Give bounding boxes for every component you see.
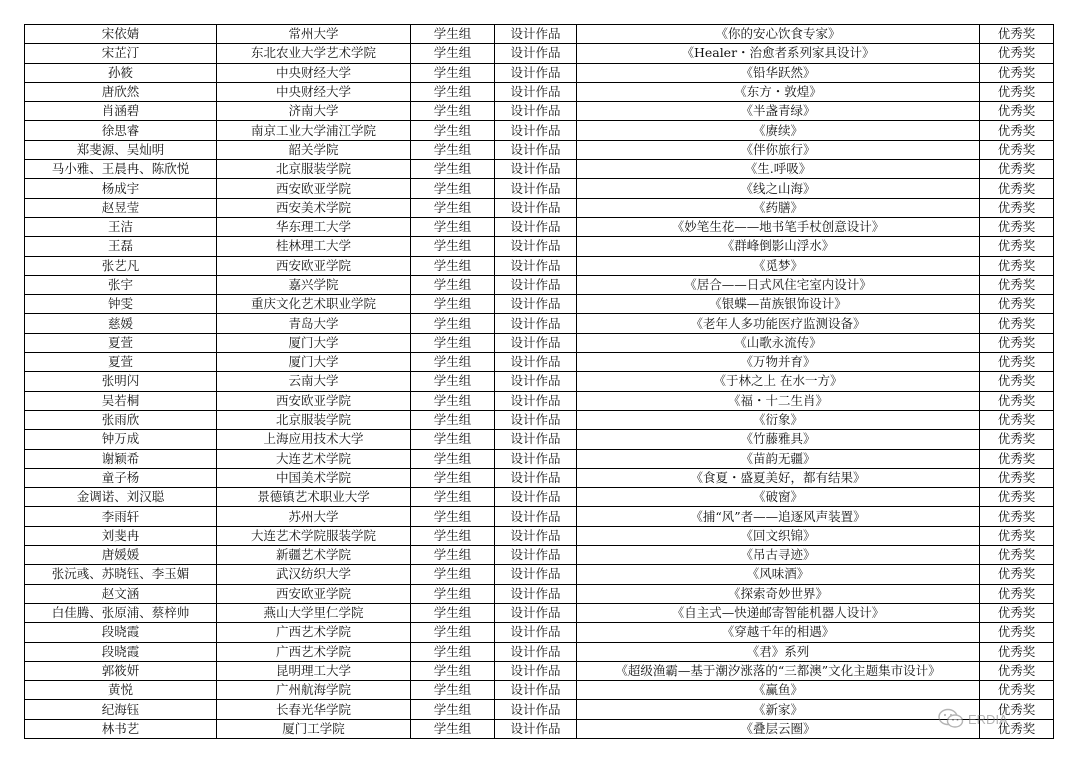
winner-name-cell: 夏萱 <box>25 333 217 352</box>
work-title-cell: 《赢鱼》 <box>577 681 980 700</box>
table-row <box>25 681 1054 700</box>
award-cell: 优秀奖 <box>980 102 1054 121</box>
winner-name-cell: 段晓霞 <box>25 623 217 642</box>
work-title-cell: 《苗韵无疆》 <box>577 449 980 468</box>
winner-name-cell: 林书艺 <box>25 719 217 738</box>
table-row <box>25 468 1054 487</box>
group-cell: 学生组 <box>411 372 495 391</box>
award-cell: 优秀奖 <box>980 507 1054 526</box>
category-cell: 设计作品 <box>495 661 577 680</box>
table-row <box>25 584 1054 603</box>
category-cell: 设计作品 <box>495 410 577 429</box>
category-cell: 设计作品 <box>495 719 577 738</box>
work-title-cell: 《老年人多功能医疗监测设备》 <box>577 314 980 333</box>
table-row <box>25 410 1054 429</box>
winner-name-cell: 孙筱 <box>25 63 217 82</box>
work-title-cell: 《Healer・治愈者系列家具设计》 <box>577 44 980 63</box>
school-cell: 常州大学 <box>217 25 411 44</box>
category-cell: 设计作品 <box>495 179 577 198</box>
winner-name-cell: 赵昱莹 <box>25 198 217 217</box>
work-title-cell: 《觅梦》 <box>577 256 980 275</box>
table-row <box>25 179 1054 198</box>
category-cell: 设计作品 <box>495 430 577 449</box>
work-title-cell: 《自主式—快递邮寄智能机器人设计》 <box>577 603 980 622</box>
category-cell: 设计作品 <box>495 468 577 487</box>
category-cell: 设计作品 <box>495 700 577 719</box>
work-title-cell: 《伴你旅行》 <box>577 140 980 159</box>
award-cell: 优秀奖 <box>980 25 1054 44</box>
table-row <box>25 526 1054 545</box>
winner-name-cell: 郑斐源、吴灿明 <box>25 140 217 159</box>
table-row <box>25 700 1054 719</box>
group-cell: 学生组 <box>411 314 495 333</box>
group-cell: 学生组 <box>411 546 495 565</box>
table-row <box>25 719 1054 738</box>
category-cell: 设计作品 <box>495 603 577 622</box>
table-row <box>25 449 1054 468</box>
table-row <box>25 353 1054 372</box>
work-title-cell: 《半盏青绿》 <box>577 102 980 121</box>
winner-name-cell: 张雨欣 <box>25 410 217 429</box>
school-cell: 韶关学院 <box>217 140 411 159</box>
group-cell: 学生组 <box>411 565 495 584</box>
category-cell: 设计作品 <box>495 275 577 294</box>
award-cell: 优秀奖 <box>980 333 1054 352</box>
award-cell: 优秀奖 <box>980 391 1054 410</box>
group-cell: 学生组 <box>411 198 495 217</box>
award-cell: 优秀奖 <box>980 121 1054 140</box>
group-cell: 学生组 <box>411 353 495 372</box>
table-row <box>25 102 1054 121</box>
group-cell: 学生组 <box>411 256 495 275</box>
school-cell: 云南大学 <box>217 372 411 391</box>
category-cell: 设计作品 <box>495 565 577 584</box>
award-cell: 优秀奖 <box>980 140 1054 159</box>
school-cell: 新疆艺术学院 <box>217 546 411 565</box>
work-title-cell: 《破窗》 <box>577 488 980 507</box>
winner-name-cell: 黄悦 <box>25 681 217 700</box>
award-cell: 优秀奖 <box>980 681 1054 700</box>
table-row <box>25 546 1054 565</box>
table-row <box>25 372 1054 391</box>
category-cell: 设计作品 <box>495 526 577 545</box>
work-title-cell: 《叠层云圈》 <box>577 719 980 738</box>
category-cell: 设计作品 <box>495 237 577 256</box>
category-cell: 设计作品 <box>495 333 577 352</box>
award-cell: 优秀奖 <box>980 82 1054 101</box>
category-cell: 设计作品 <box>495 25 577 44</box>
winner-name-cell: 谢颖希 <box>25 449 217 468</box>
winner-name-cell: 马小雅、王晨冉、陈欣悦 <box>25 160 217 179</box>
group-cell: 学生组 <box>411 449 495 468</box>
winner-name-cell: 杨成宇 <box>25 179 217 198</box>
group-cell: 学生组 <box>411 391 495 410</box>
award-cell: 优秀奖 <box>980 603 1054 622</box>
group-cell: 学生组 <box>411 82 495 101</box>
table-row <box>25 121 1054 140</box>
award-cell: 优秀奖 <box>980 372 1054 391</box>
school-cell: 西安欧亚学院 <box>217 256 411 275</box>
table-row <box>25 391 1054 410</box>
school-cell: 广西艺术学院 <box>217 623 411 642</box>
table-row <box>25 623 1054 642</box>
winner-name-cell: 肖涵碧 <box>25 102 217 121</box>
work-title-cell: 《福・十二生肖》 <box>577 391 980 410</box>
school-cell: 桂林理工大学 <box>217 237 411 256</box>
award-cell: 优秀奖 <box>980 642 1054 661</box>
school-cell: 中央财经大学 <box>217 82 411 101</box>
category-cell: 设计作品 <box>495 82 577 101</box>
school-cell: 济南大学 <box>217 102 411 121</box>
award-cell: 优秀奖 <box>980 63 1054 82</box>
table-row <box>25 642 1054 661</box>
awards-table <box>24 24 1054 739</box>
winner-name-cell: 夏萱 <box>25 353 217 372</box>
category-cell: 设计作品 <box>495 546 577 565</box>
group-cell: 学生组 <box>411 160 495 179</box>
group-cell: 学生组 <box>411 488 495 507</box>
work-title-cell: 《君》系列 <box>577 642 980 661</box>
group-cell: 学生组 <box>411 217 495 236</box>
group-cell: 学生组 <box>411 410 495 429</box>
winner-name-cell: 宋依婧 <box>25 25 217 44</box>
winner-name-cell: 宋芷汀 <box>25 44 217 63</box>
group-cell: 学生组 <box>411 44 495 63</box>
awards-sheet <box>24 24 1054 739</box>
work-title-cell: 《药膳》 <box>577 198 980 217</box>
work-title-cell: 《群峰倒影山浮水》 <box>577 237 980 256</box>
table-row <box>25 198 1054 217</box>
group-cell: 学生组 <box>411 295 495 314</box>
school-cell: 中国美术学院 <box>217 468 411 487</box>
category-cell: 设计作品 <box>495 140 577 159</box>
table-row <box>25 295 1054 314</box>
group-cell: 学生组 <box>411 623 495 642</box>
school-cell: 厦门工学院 <box>217 719 411 738</box>
school-cell: 上海应用技术大学 <box>217 430 411 449</box>
winner-name-cell: 张艺凡 <box>25 256 217 275</box>
award-cell: 优秀奖 <box>980 468 1054 487</box>
table-row <box>25 25 1054 44</box>
school-cell: 昆明理工大学 <box>217 661 411 680</box>
table-row <box>25 217 1054 236</box>
winner-name-cell: 张明闪 <box>25 372 217 391</box>
table-row <box>25 63 1054 82</box>
category-cell: 设计作品 <box>495 198 577 217</box>
school-cell: 西安欧亚学院 <box>217 391 411 410</box>
award-cell: 优秀奖 <box>980 295 1054 314</box>
winner-name-cell: 李雨轩 <box>25 507 217 526</box>
winner-name-cell: 白佳腾、张原浦、蔡梓帅 <box>25 603 217 622</box>
award-cell: 优秀奖 <box>980 160 1054 179</box>
work-title-cell: 《于林之上 在水一方》 <box>577 372 980 391</box>
work-title-cell: 《穿越千年的相遇》 <box>577 623 980 642</box>
group-cell: 学生组 <box>411 430 495 449</box>
school-cell: 重庆文化艺术职业学院 <box>217 295 411 314</box>
school-cell: 西安美术学院 <box>217 198 411 217</box>
category-cell: 设计作品 <box>495 372 577 391</box>
school-cell: 西安欧亚学院 <box>217 584 411 603</box>
work-title-cell: 《生.呼吸》 <box>577 160 980 179</box>
winner-name-cell: 赵文涵 <box>25 584 217 603</box>
school-cell: 南京工业大学浦江学院 <box>217 121 411 140</box>
award-cell: 优秀奖 <box>980 700 1054 719</box>
work-title-cell: 《万物并育》 <box>577 353 980 372</box>
school-cell: 武汉纺织大学 <box>217 565 411 584</box>
school-cell: 景德镇艺术职业大学 <box>217 488 411 507</box>
work-title-cell: 《山歌永流传》 <box>577 333 980 352</box>
school-cell: 北京服装学院 <box>217 160 411 179</box>
group-cell: 学生组 <box>411 507 495 526</box>
table-row <box>25 488 1054 507</box>
category-cell: 设计作品 <box>495 102 577 121</box>
table-row <box>25 256 1054 275</box>
category-cell: 设计作品 <box>495 314 577 333</box>
winner-name-cell: 吴若桐 <box>25 391 217 410</box>
award-cell: 优秀奖 <box>980 661 1054 680</box>
award-cell: 优秀奖 <box>980 353 1054 372</box>
category-cell: 设计作品 <box>495 353 577 372</box>
group-cell: 学生组 <box>411 584 495 603</box>
group-cell: 学生组 <box>411 681 495 700</box>
school-cell: 苏州大学 <box>217 507 411 526</box>
school-cell: 中央财经大学 <box>217 63 411 82</box>
work-title-cell: 《食夏・盛夏美好，都有结果》 <box>577 468 980 487</box>
award-cell: 优秀奖 <box>980 719 1054 738</box>
winner-name-cell: 王洁 <box>25 217 217 236</box>
winner-name-cell: 段晓霞 <box>25 642 217 661</box>
category-cell: 设计作品 <box>495 623 577 642</box>
work-title-cell: 《回文织锦》 <box>577 526 980 545</box>
group-cell: 学生组 <box>411 642 495 661</box>
table-row <box>25 603 1054 622</box>
work-title-cell: 《风味酒》 <box>577 565 980 584</box>
award-cell: 优秀奖 <box>980 179 1054 198</box>
work-title-cell: 《新家》 <box>577 700 980 719</box>
group-cell: 学生组 <box>411 700 495 719</box>
winner-name-cell: 徐思睿 <box>25 121 217 140</box>
table-row <box>25 82 1054 101</box>
work-title-cell: 《银蝶—苗族银饰设计》 <box>577 295 980 314</box>
award-cell: 优秀奖 <box>980 526 1054 545</box>
award-cell: 优秀奖 <box>980 488 1054 507</box>
winner-name-cell: 金调诺、刘汉聪 <box>25 488 217 507</box>
award-cell: 优秀奖 <box>980 430 1054 449</box>
category-cell: 设计作品 <box>495 681 577 700</box>
winner-name-cell: 钟雯 <box>25 295 217 314</box>
category-cell: 设计作品 <box>495 160 577 179</box>
group-cell: 学生组 <box>411 140 495 159</box>
group-cell: 学生组 <box>411 603 495 622</box>
table-row <box>25 507 1054 526</box>
category-cell: 设计作品 <box>495 256 577 275</box>
winner-name-cell: 钟万成 <box>25 430 217 449</box>
winner-name-cell: 刘斐冉 <box>25 526 217 545</box>
school-cell: 广西艺术学院 <box>217 642 411 661</box>
award-cell: 优秀奖 <box>980 198 1054 217</box>
category-cell: 设计作品 <box>495 507 577 526</box>
winner-name-cell: 郭筱妍 <box>25 661 217 680</box>
work-title-cell: 《超级渔霸—基于潮汐涨落的“三都澳”文化主题集市设计》 <box>577 661 980 680</box>
group-cell: 学生组 <box>411 179 495 198</box>
school-cell: 嘉兴学院 <box>217 275 411 294</box>
group-cell: 学生组 <box>411 121 495 140</box>
table-row <box>25 44 1054 63</box>
award-cell: 优秀奖 <box>980 449 1054 468</box>
category-cell: 设计作品 <box>495 391 577 410</box>
category-cell: 设计作品 <box>495 44 577 63</box>
table-row <box>25 430 1054 449</box>
award-cell: 优秀奖 <box>980 314 1054 333</box>
category-cell: 设计作品 <box>495 295 577 314</box>
category-cell: 设计作品 <box>495 121 577 140</box>
school-cell: 厦门大学 <box>217 353 411 372</box>
award-cell: 优秀奖 <box>980 275 1054 294</box>
award-cell: 优秀奖 <box>980 546 1054 565</box>
awards-table-body <box>25 25 1054 739</box>
work-title-cell: 《东方・敦煌》 <box>577 82 980 101</box>
school-cell: 广州航海学院 <box>217 681 411 700</box>
work-title-cell: 《衍象》 <box>577 410 980 429</box>
award-cell: 优秀奖 <box>980 256 1054 275</box>
category-cell: 设计作品 <box>495 63 577 82</box>
award-cell: 优秀奖 <box>980 565 1054 584</box>
group-cell: 学生组 <box>411 25 495 44</box>
watermark-text: ERDIA <box>968 711 1008 727</box>
category-cell: 设计作品 <box>495 217 577 236</box>
award-cell: 优秀奖 <box>980 44 1054 63</box>
winner-name-cell: 张沅彧、苏晓钰、李玉媚 <box>25 565 217 584</box>
work-title-cell: 《捕“风”者——追逐风声装置》 <box>577 507 980 526</box>
award-cell: 优秀奖 <box>980 217 1054 236</box>
group-cell: 学生组 <box>411 468 495 487</box>
winner-name-cell: 童子杨 <box>25 468 217 487</box>
table-row <box>25 237 1054 256</box>
school-cell: 厦门大学 <box>217 333 411 352</box>
table-row <box>25 140 1054 159</box>
work-title-cell: 《铅华跃然》 <box>577 63 980 82</box>
group-cell: 学生组 <box>411 63 495 82</box>
school-cell: 青岛大学 <box>217 314 411 333</box>
work-title-cell: 《妙笔生花——地书笔手杖创意设计》 <box>577 217 980 236</box>
school-cell: 大连艺术学院服装学院 <box>217 526 411 545</box>
award-cell: 优秀奖 <box>980 584 1054 603</box>
table-row <box>25 314 1054 333</box>
group-cell: 学生组 <box>411 102 495 121</box>
winner-name-cell: 张宇 <box>25 275 217 294</box>
work-title-cell: 《你的安心饮食专家》 <box>577 25 980 44</box>
winner-name-cell: 慈媛 <box>25 314 217 333</box>
award-cell: 优秀奖 <box>980 410 1054 429</box>
group-cell: 学生组 <box>411 333 495 352</box>
category-cell: 设计作品 <box>495 488 577 507</box>
work-title-cell: 《探索奇妙世界》 <box>577 584 980 603</box>
table-row <box>25 661 1054 680</box>
school-cell: 大连艺术学院 <box>217 449 411 468</box>
award-cell: 优秀奖 <box>980 623 1054 642</box>
school-cell: 北京服装学院 <box>217 410 411 429</box>
winner-name-cell: 纪海钰 <box>25 700 217 719</box>
winner-name-cell: 王磊 <box>25 237 217 256</box>
school-cell: 燕山大学里仁学院 <box>217 603 411 622</box>
work-title-cell: 《吊古寻迹》 <box>577 546 980 565</box>
category-cell: 设计作品 <box>495 642 577 661</box>
award-cell: 优秀奖 <box>980 237 1054 256</box>
category-cell: 设计作品 <box>495 449 577 468</box>
winner-name-cell: 唐欣然 <box>25 82 217 101</box>
group-cell: 学生组 <box>411 275 495 294</box>
school-cell: 西安欧亚学院 <box>217 179 411 198</box>
group-cell: 学生组 <box>411 719 495 738</box>
table-row <box>25 160 1054 179</box>
group-cell: 学生组 <box>411 237 495 256</box>
school-cell: 长春光华学院 <box>217 700 411 719</box>
work-title-cell: 《竹藤雅具》 <box>577 430 980 449</box>
group-cell: 学生组 <box>411 526 495 545</box>
table-row <box>25 275 1054 294</box>
table-row <box>25 333 1054 352</box>
group-cell: 学生组 <box>411 661 495 680</box>
category-cell: 设计作品 <box>495 584 577 603</box>
work-title-cell: 《居合——日式风住宅室内设计》 <box>577 275 980 294</box>
school-cell: 华东理工大学 <box>217 217 411 236</box>
work-title-cell: 《线之山海》 <box>577 179 980 198</box>
winner-name-cell: 唐媛媛 <box>25 546 217 565</box>
table-row <box>25 565 1054 584</box>
work-title-cell: 《赓续》 <box>577 121 980 140</box>
school-cell: 东北农业大学艺术学院 <box>217 44 411 63</box>
